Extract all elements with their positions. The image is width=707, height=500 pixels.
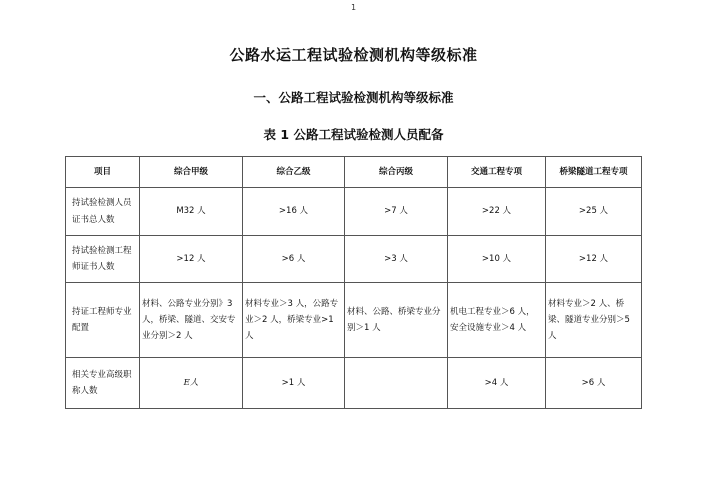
table-cell <box>345 358 448 409</box>
table-cell: 机电工程专业＞6 人，安全设施专业＞4 人 <box>448 283 546 358</box>
table-cell: >10 人 <box>448 236 546 283</box>
table-row <box>66 283 642 358</box>
table-cell: 材料专业＞3 人，公路专业＞2 人，桥梁专业>1 人 <box>243 283 345 358</box>
table-caption: 表 1 公路工程试验检测人员配备 <box>263 127 444 142</box>
table-cell: >6 人 <box>243 236 345 283</box>
table-cell: >7 人 <box>345 188 448 236</box>
table-cell: 材料专业＞2 人、桥梁、隧道专业分别＞5 人 <box>546 283 642 358</box>
header-comprehensive-b: 综合乙级 <box>243 157 345 188</box>
table-cell: >1 人 <box>243 358 345 409</box>
table-cell: >12 人 <box>546 236 642 283</box>
row-label: 持试验检测人员证书总人数 <box>66 188 140 236</box>
table-cell: >22 人 <box>448 188 546 236</box>
table-cell: >16 人 <box>243 188 345 236</box>
header-traffic-engineering: 交通工程专项 <box>448 157 546 188</box>
table-cell: >3 人 <box>345 236 448 283</box>
header-item: 项目 <box>66 157 140 188</box>
table-cell: >25 人 <box>546 188 642 236</box>
table-cell: >6 人 <box>546 358 642 409</box>
table-row <box>66 358 642 409</box>
staffing-table <box>65 156 642 409</box>
table-cell: 材料、公路、桥梁专业分别＞1 人 <box>345 283 448 358</box>
table-cell: >12 人 <box>140 236 243 283</box>
row-label: 持试验检测工程师证书人数 <box>66 236 140 283</box>
header-comprehensive-c: 综合丙级 <box>345 157 448 188</box>
header-bridge-tunnel: 桥梁隧道工程专项 <box>546 157 642 188</box>
table-cell: E人 <box>140 358 243 409</box>
header-comprehensive-a: 综合甲级 <box>140 157 243 188</box>
table-header-row <box>66 157 642 188</box>
row-label: 持证工程师专业配置 <box>66 283 140 358</box>
section-title: 一、公路工程试验检测机构等级标准 <box>253 90 454 105</box>
table-cell: 材料、公路专业分别》3 人，桥梁、隧道、交安专业分别＞2 人 <box>140 283 243 358</box>
table-cell: M32 人 <box>140 188 243 236</box>
page-number: 1 <box>350 3 357 12</box>
table-row <box>66 188 642 236</box>
table-row <box>66 236 642 283</box>
document-title: 公路水运工程试验检测机构等级标准 <box>229 46 478 64</box>
table-cell: >4 人 <box>448 358 546 409</box>
row-label: 相关专业高级职称人数 <box>66 358 140 409</box>
